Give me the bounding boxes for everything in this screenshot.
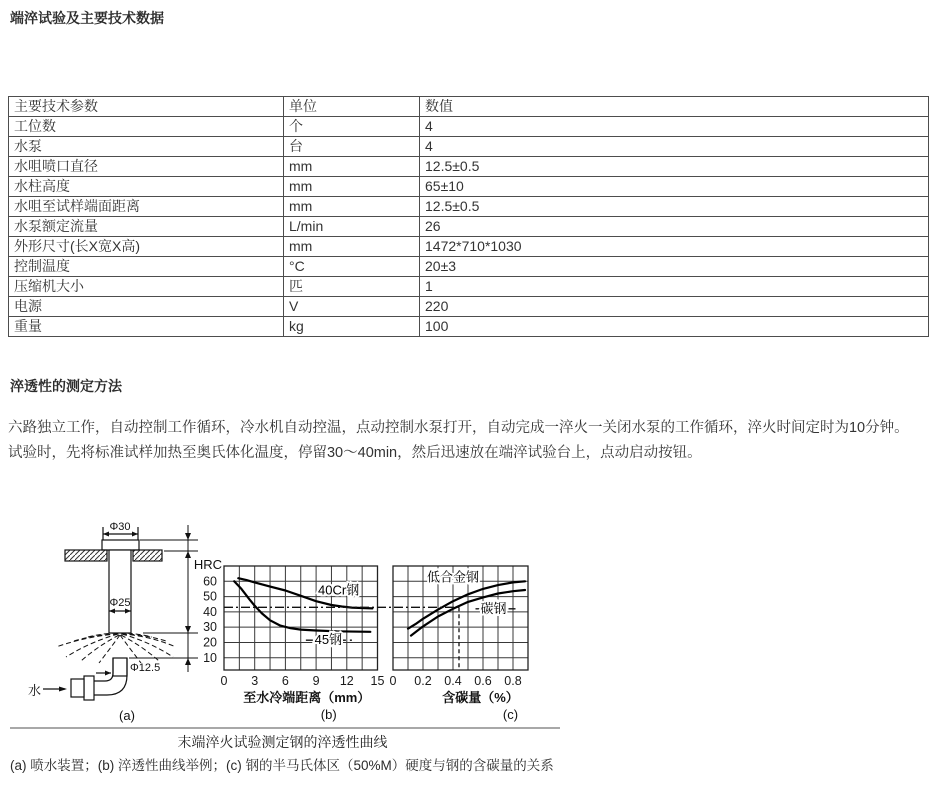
table-cell: 匹 (284, 277, 420, 297)
table-cell: 外形尺寸(长X宽X高) (9, 237, 284, 257)
table-row (9, 257, 929, 277)
table-cell: V (284, 297, 420, 317)
x-tick-label: 12 (339, 674, 354, 688)
support-plate-right (133, 550, 162, 561)
table-row (9, 217, 929, 237)
y-tick-label: 50 (203, 589, 217, 604)
table-cell: 水泵额定流量 (9, 217, 284, 237)
section-title: 淬透性的测定方法 (10, 378, 122, 394)
y-tick-label: 30 (203, 620, 217, 635)
table-cell: 220 (420, 297, 929, 317)
x-tick-label: 0.6 (474, 674, 492, 688)
table-cell: 100 (420, 317, 929, 337)
table-cell: 压缩机大小 (9, 277, 284, 297)
x-tick-label: 3 (251, 674, 259, 688)
table-row (9, 317, 929, 337)
series-label: 40Cr钢 (318, 582, 360, 598)
x-tick-label: 15 (370, 674, 385, 688)
y-tick-label: 10 (203, 650, 217, 665)
table-cell: 水咀至试样端面距离 (9, 197, 284, 217)
table-row (9, 197, 929, 217)
spec-table-body (9, 117, 929, 337)
panel-label: (b) (320, 707, 337, 722)
pipe-flange (84, 676, 94, 700)
pipe-inlet (71, 679, 84, 697)
x-tick-label: 9 (312, 674, 320, 688)
panel-a-label: (a) (119, 708, 135, 723)
table-cell: 水咀喷口直径 (9, 157, 284, 177)
table-cell: mm (284, 177, 420, 197)
arrowhead (105, 671, 111, 676)
dim-phi25-label: Φ25 (109, 597, 131, 609)
dim-phi30-label: Φ30 (109, 521, 131, 533)
page-title: 端淬试验及主要技术数据 (10, 10, 164, 26)
x-tick-label: 0 (389, 674, 397, 688)
table-cell: 个 (284, 117, 420, 137)
dim-phi12-label: Φ12.5 (130, 662, 161, 674)
y-tick-label: 20 (203, 635, 217, 650)
table-row (9, 237, 929, 257)
method-paragraph-2: 试验时，先将标准试样加热至奥氏体化温度，停留30～40min，然后迅速放在端淬试验台上，点动启动按钮。 (8, 445, 702, 461)
x-tick-label: 6 (281, 674, 289, 688)
arrowhead (59, 687, 67, 692)
table-cell: kg (284, 317, 420, 337)
nozzle (113, 658, 127, 676)
table-cell: 4 (420, 137, 929, 157)
x-tick-label: 0 (220, 674, 228, 688)
table-cell: mm (284, 157, 420, 177)
table-cell: 65±10 (420, 177, 929, 197)
table-cell: 12.5±0.5 (420, 197, 929, 217)
pipe-elbow-inner (94, 658, 113, 681)
col-header-unit: 单位 (284, 97, 420, 117)
arrowhead (103, 532, 109, 537)
table-cell: °C (284, 257, 420, 277)
table-row (9, 117, 929, 137)
spec-table (8, 96, 929, 337)
chart-b (194, 557, 385, 722)
table-cell: 工位数 (9, 117, 284, 137)
x-axis-label: 至水冷端距离（mm） (243, 690, 371, 705)
table-cell: L/min (284, 217, 420, 237)
table-cell: mm (284, 197, 420, 217)
y-tick-label: 40 (203, 604, 217, 619)
figure-separator (10, 727, 560, 729)
hardenability-figure (10, 505, 566, 753)
water-label: 水 (28, 683, 42, 698)
series-label: 碳钢 (480, 600, 507, 616)
table-cell: 1472*710*1030 (420, 237, 929, 257)
x-axis-label: 含碳量（%） (442, 690, 519, 705)
series-label: 45钢 (314, 632, 343, 648)
table-header-row (9, 97, 929, 117)
support-plate-left (65, 550, 107, 561)
table-cell: 重量 (9, 317, 284, 337)
specimen-bar (109, 550, 131, 633)
col-header-value: 数值 (420, 97, 929, 117)
x-tick-label: 0.4 (444, 674, 462, 688)
table-row (9, 297, 929, 317)
table-cell: 水泵 (9, 137, 284, 157)
series-label: 低合金钢 (426, 569, 480, 585)
table-cell: 12.5±0.5 (420, 157, 929, 177)
table-cell: 4 (420, 117, 929, 137)
method-paragraph-1: 六路独立工作，自动控制工作循环，冷水机自动控温，点动控制水泵打开，自动完成一淬火一关闭水泵的工作循环，淬火时间定时为10分钟。 (8, 420, 909, 436)
table-row (9, 277, 929, 297)
x-tick-label: 0.8 (504, 674, 522, 688)
specimen-cap (102, 540, 139, 550)
table-row (9, 157, 929, 177)
figure-caption: 末端淬火试验测定钢的淬透性曲线 (177, 734, 388, 750)
table-cell: 1 (420, 277, 929, 297)
spray-device-diagram (28, 521, 198, 723)
table-cell: 台 (284, 137, 420, 157)
panel-label: (c) (502, 707, 519, 722)
table-cell: 26 (420, 217, 929, 237)
series-curve (408, 581, 525, 628)
x-tick-label: 0.2 (414, 674, 432, 688)
figure-svg (10, 505, 566, 727)
figure-subcaption: (a) 喷水装置；(b) 淬透性曲线举例；(c) 钢的半马氏体区（50%M）硬度与钢的含碳量的关系 (10, 758, 554, 773)
arrowhead (132, 532, 138, 537)
table-cell: 20±3 (420, 257, 929, 277)
table-row (9, 177, 929, 197)
y-axis-label: HRC (193, 557, 222, 572)
table-cell: mm (284, 237, 420, 257)
col-header-parameter: 主要技术参数 (9, 97, 284, 117)
table-row (9, 137, 929, 157)
y-tick-label: 60 (203, 574, 217, 589)
table-cell: 电源 (9, 297, 284, 317)
table-cell: 水柱高度 (9, 177, 284, 197)
table-cell: 控制温度 (9, 257, 284, 277)
